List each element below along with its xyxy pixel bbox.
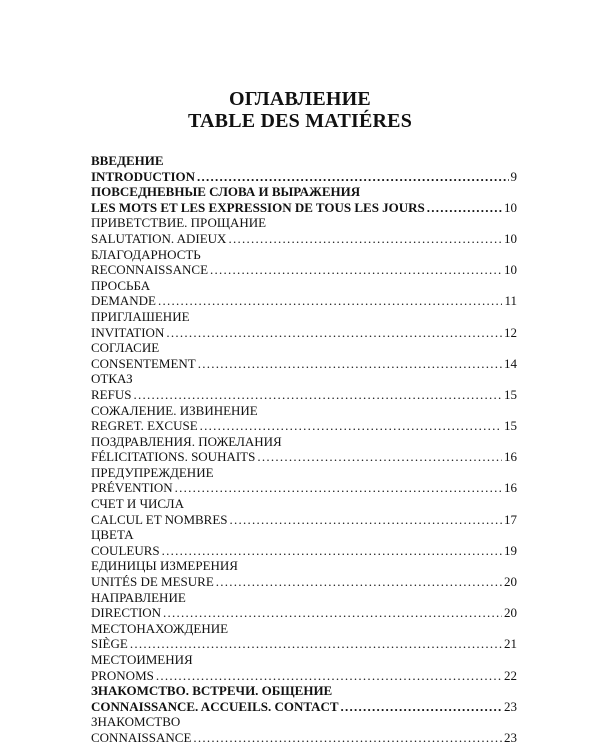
toc-subheading: СОЖАЛЕНИЕ. ИЗВИНЕНИЕ xyxy=(91,402,258,418)
toc-page-number: 20 xyxy=(504,605,517,621)
toc-entry-title: RECONNAISSANCE xyxy=(91,262,209,278)
toc-subheading: ПРИВЕТСТВИЕ. ПРОЩАНИЕ xyxy=(91,215,267,231)
toc-subheading: СЧЕТ И ЧИСЛА xyxy=(91,496,184,512)
dot-leader xyxy=(210,262,502,278)
toc-entry xyxy=(91,356,517,372)
toc-entry xyxy=(91,169,517,185)
toc-entry xyxy=(91,668,517,684)
toc-entry-title: COULEURS xyxy=(91,542,160,558)
toc-entry-title: UNITÉS DE MESURE xyxy=(91,574,214,590)
dot-leader xyxy=(158,293,502,309)
toc-entry-title: CONNAISSANCE. ACCUEILS. CONTACT xyxy=(91,698,339,714)
toc-entry-title: PRONOMS xyxy=(91,667,154,683)
toc-page-number: 15 xyxy=(504,386,517,402)
toc-entry xyxy=(91,449,517,465)
toc-subheading: ЗНАКОМСТВО xyxy=(91,714,181,730)
toc-entry-title: INVITATION xyxy=(91,324,165,340)
page-title-fr: TABLE DES MATIÉRES xyxy=(187,110,413,132)
dot-leader xyxy=(166,325,502,341)
dot-leader xyxy=(156,668,502,684)
toc-page-number: 11 xyxy=(504,293,517,309)
toc-entry-title: REGRET. EXCUSE xyxy=(91,418,198,434)
toc-entry xyxy=(91,293,517,309)
toc-subheading: ЕДИНИЦЫ ИЗМЕРЕНИЯ xyxy=(91,558,238,574)
toc-subheading: ЦВЕТА xyxy=(91,527,134,543)
toc-entry-title: LES MOTS ET LES EXPRESSION DE TOUS LES JOURS xyxy=(91,199,425,215)
toc-entry xyxy=(91,418,517,434)
toc-entry-title: CONSENTEMENT xyxy=(91,355,196,371)
dot-leader xyxy=(193,730,502,746)
toc-subheading: БЛАГОДАРНОСТЬ xyxy=(91,246,201,262)
toc-entry-title: SIÈGE xyxy=(91,636,128,652)
toc-page-number: 10 xyxy=(504,262,517,278)
toc-subheading: МЕСТОИМЕНИЯ xyxy=(91,652,193,667)
toc-page-number: 17 xyxy=(504,511,517,527)
dot-leader xyxy=(228,231,502,247)
toc-page-number: 15 xyxy=(504,418,517,434)
dot-leader xyxy=(427,200,502,216)
toc-subheading: ОТКАЗ xyxy=(91,371,133,387)
toc-subheading: ПРЕДУПРЕЖДЕНИЕ xyxy=(91,464,214,480)
dot-leader xyxy=(198,356,502,372)
toc-entry-title: REFUS xyxy=(91,386,132,402)
toc-entry-title: DEMANDE xyxy=(91,293,156,309)
toc-page-number: 10 xyxy=(504,199,517,215)
dot-leader xyxy=(163,605,502,621)
toc-section-heading: ЗНАКОМСТВО. ВСТРЕЧИ. ОБЩЕНИЕ xyxy=(91,683,333,699)
toc-entry xyxy=(91,636,517,652)
toc-subheading: ПОЗДРАВЛЕНИЯ. ПОЖЕЛАНИЯ xyxy=(91,433,282,449)
toc-page-number: 10 xyxy=(504,230,517,246)
toc-subheading: СОГЛАСИЕ xyxy=(91,340,160,356)
dot-leader xyxy=(133,387,502,403)
toc-entry xyxy=(91,200,517,216)
toc-page-number: 9 xyxy=(510,168,517,184)
page-title-ru: ОГЛАВЛЕНИЕ xyxy=(229,88,371,110)
toc-entry xyxy=(91,543,517,559)
toc-page-number: 21 xyxy=(504,636,517,652)
toc-entry xyxy=(91,387,517,403)
toc-entry-title: DIRECTION xyxy=(91,605,162,621)
dot-leader xyxy=(197,169,508,185)
toc-page-number: 20 xyxy=(504,574,517,590)
toc-entry-title: CALCUL ET NOMBRES xyxy=(91,511,228,527)
dot-leader xyxy=(200,418,502,434)
toc-page-number: 23 xyxy=(504,698,517,714)
toc-entry-title: SALUTATION. ADIEUX xyxy=(91,230,227,246)
dot-leader xyxy=(341,699,502,715)
toc-entry xyxy=(91,231,517,247)
toc-entry xyxy=(91,574,517,590)
toc-entry xyxy=(91,512,517,528)
toc-entry xyxy=(91,605,517,621)
toc-entry xyxy=(91,730,517,746)
dot-leader xyxy=(162,543,502,559)
toc-section-heading: ВВЕДЕНИЕ xyxy=(91,153,164,168)
toc-page-number: 14 xyxy=(504,355,517,371)
dot-leader xyxy=(175,480,502,496)
toc-entry xyxy=(91,325,517,341)
toc-subheading: ПРИГЛАШЕНИЕ xyxy=(91,308,190,324)
toc-entry xyxy=(91,699,517,715)
toc-subheading: НАПРАВЛЕНИЕ xyxy=(91,589,186,605)
toc-entry-title: FÉLICITATIONS. SOUHAITS xyxy=(91,449,256,465)
toc-entry xyxy=(91,262,517,278)
toc-subheading: ПРОСЬБА xyxy=(91,277,151,293)
toc-page-number: 23 xyxy=(504,729,517,745)
table-of-contents xyxy=(91,153,517,746)
dot-leader xyxy=(216,574,502,590)
dot-leader xyxy=(130,636,502,652)
toc-page-number: 22 xyxy=(504,667,517,683)
toc-subheading: МЕСТОНАХОЖДЕНИЕ xyxy=(91,620,229,636)
toc-page-number: 12 xyxy=(504,324,517,340)
toc-page-number: 16 xyxy=(504,480,517,496)
toc-section-heading: ПОВСЕДНЕВНЫЕ СЛОВА И ВЫРАЖЕНИЯ xyxy=(91,184,361,200)
dot-leader xyxy=(230,512,502,528)
toc-entry xyxy=(91,480,517,496)
toc-entry-title: INTRODUCTION xyxy=(91,168,196,184)
toc-page-number: 16 xyxy=(504,449,517,465)
toc-page-number: 19 xyxy=(504,542,517,558)
dot-leader xyxy=(257,449,502,465)
toc-entry-title: PRÉVENTION xyxy=(91,480,173,496)
toc-entry-title: CONNAISSANCE xyxy=(91,729,192,745)
